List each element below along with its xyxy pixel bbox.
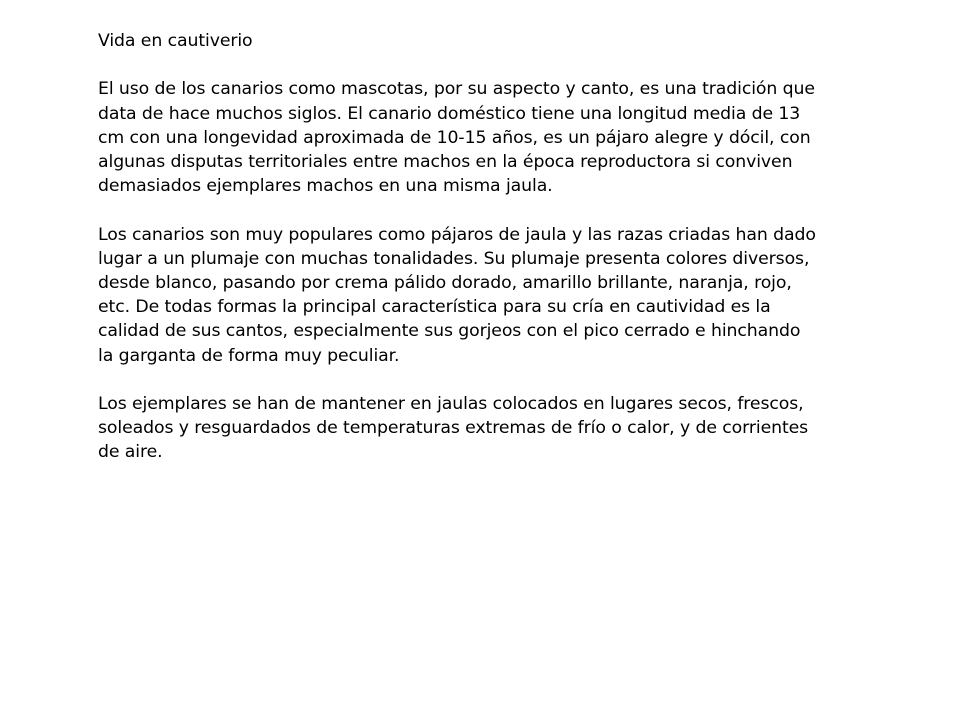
paragraph-line: algunas disputas territoriales entre machos en la época reproductora si conviven: [98, 152, 793, 172]
paragraph-line: lugar a un plumaje con muchas tonalidades. Su plumaje presenta colores diversos,: [98, 248, 810, 269]
paragraph-line: demasiados ejemplares machos en una misma jaula.: [98, 176, 553, 197]
paragraph-1: [98, 77, 918, 198]
paragraph-line: de aire.: [98, 442, 163, 463]
paragraph-line: data de hace muchos siglos. El canario doméstico tiene una longitud media de 13: [98, 103, 801, 124]
paragraph-line: la garganta de forma muy peculiar.: [98, 345, 400, 366]
paragraph-2: [98, 223, 918, 368]
paragraph-line: etc. De todas formas la principal característica para su cría en cautividad es la: [98, 297, 771, 318]
paragraph-line: cm con una longevidad aproximada de 10-15 años, es un pájaro alegre y dócil, con: [98, 127, 811, 148]
paragraph-line: desde blanco, pasando por crema pálido dorado, amarillo brillante, naranja, rojo,: [98, 273, 792, 293]
paragraph-line: calidad de sus cantos, especialmente sus gorjeos con el pico cerrado e hinchando: [98, 321, 801, 342]
document-title: Vida en cautiverio: [98, 31, 253, 51]
text-body: [98, 29, 918, 489]
paragraph-line: Los canarios son muy populares como pájaros de jaula y las razas criadas han dado: [98, 224, 816, 245]
paragraph-line: El uso de los canarios como mascotas, por su aspecto y canto, es una tradición que: [98, 79, 815, 100]
paragraph-line: soleados y resguardados de temperaturas extremas de frío o calor, y de corrientes: [98, 418, 809, 439]
paragraph-3: [98, 392, 918, 465]
paragraph-line: Los ejemplares se han de mantener en jaulas colocados en lugares secos, frescos,: [98, 394, 804, 414]
